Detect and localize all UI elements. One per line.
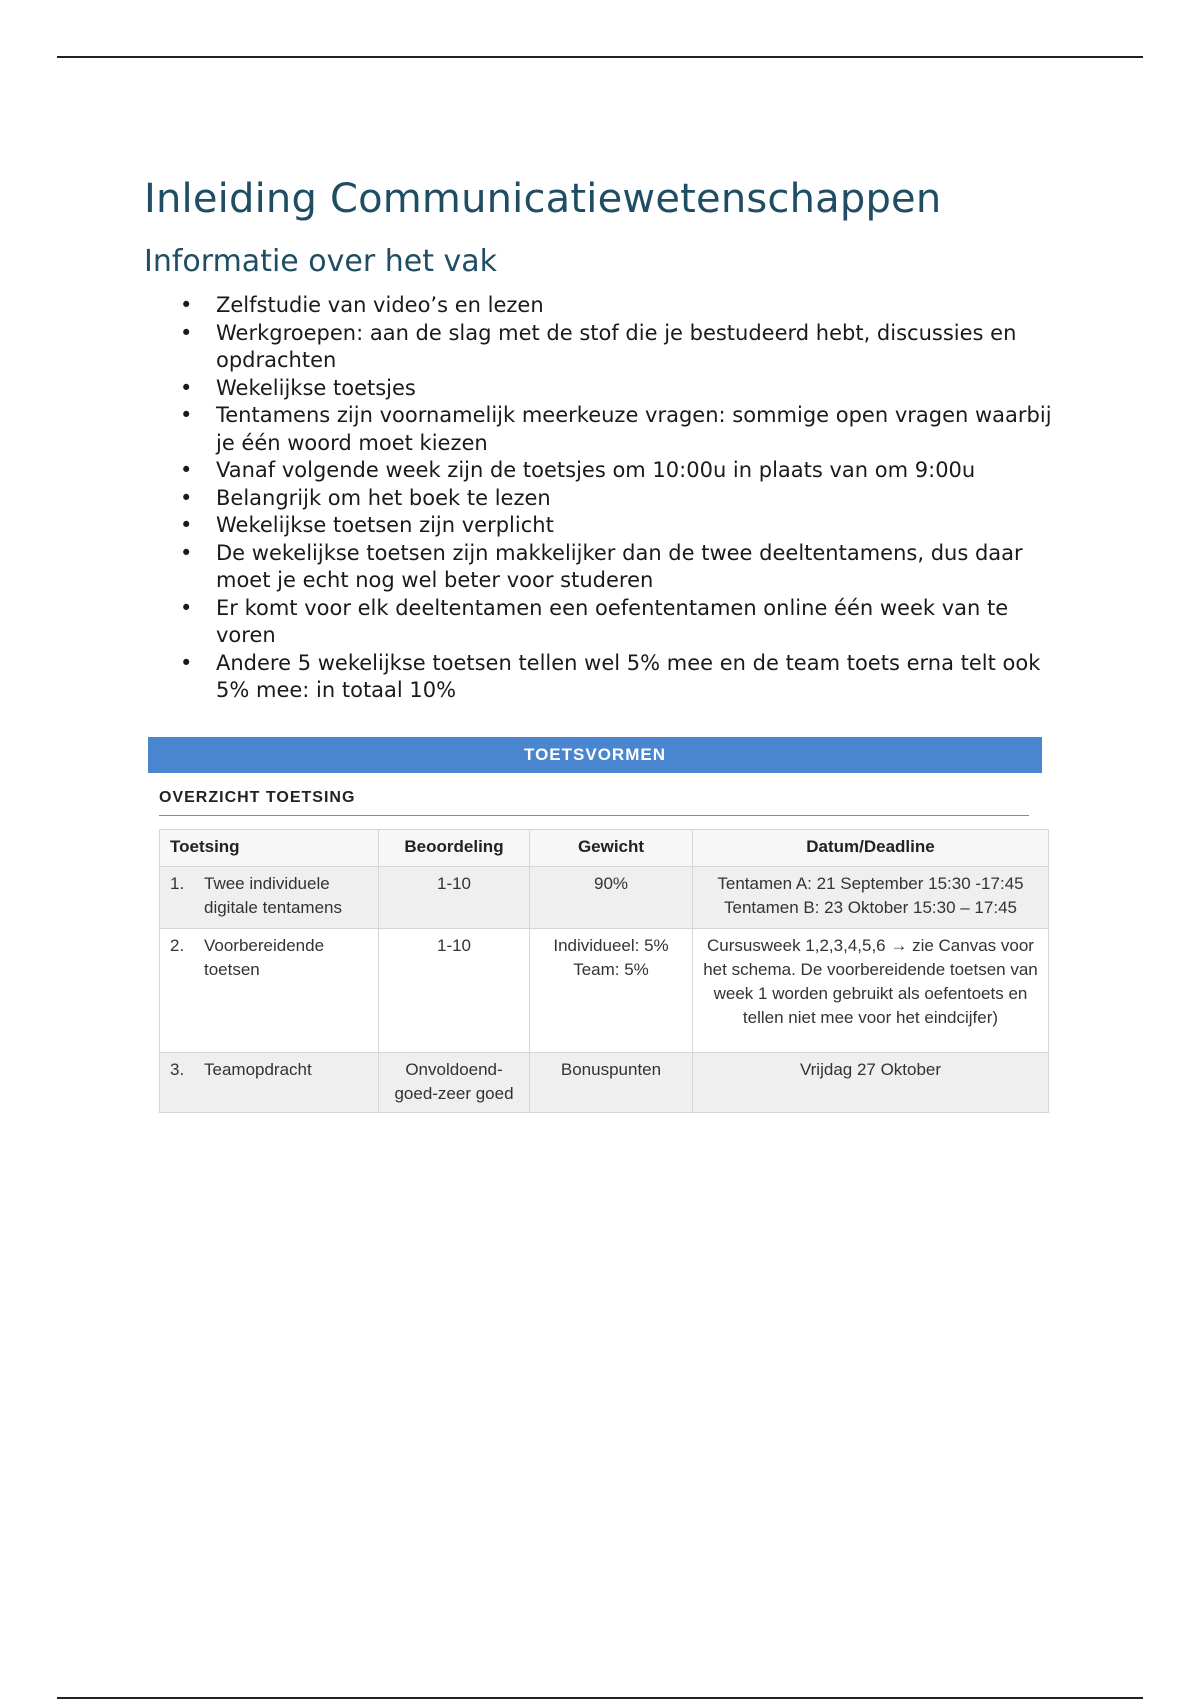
- column-header-gewicht: Gewicht: [530, 830, 693, 867]
- table-row: [160, 929, 1049, 1053]
- list-item: • Andere 5 wekelijkse toetsen tellen wel 5% mee en de team toets erna telt ook 5% mee: in totaal 10%: [180, 650, 1041, 702]
- bullet-icon: •: [180, 293, 193, 317]
- list-item: • Zelfstudie van video’s en lezen: [168, 292, 1068, 320]
- cell-gewicht: 90%: [530, 867, 693, 929]
- bullet-icon: •: [180, 650, 193, 675]
- cell-beoordeling: 1-10: [379, 929, 530, 1053]
- header-rule: [57, 56, 1143, 58]
- cell-beoordeling: Onvoldoend-goed-zeer goed: [379, 1053, 530, 1113]
- cell-datum: Tentamen A: 21 September 15:30 -17:45 Tentamen B: 23 Oktober 15:30 – 17:45: [693, 867, 1049, 929]
- bullet-icon: •: [180, 320, 193, 345]
- cell-datum: Vrijdag 27 Oktober: [693, 1053, 1049, 1113]
- info-bullet-list: [168, 292, 1068, 705]
- cell-datum: Cursusweek 1,2,3,4,5,6 → zie Canvas voor het schema. De voorbereidende toetsen van week 1 worden gebruikt als oefentoets en tellen niet mee voor het eindcijfer): [693, 929, 1049, 1053]
- list-item: • Vanaf volgende week zijn de toetsjes om 10:00u in plaats van om 9:00u: [168, 457, 1068, 485]
- bullet-icon: •: [180, 458, 193, 482]
- bullet-icon: •: [180, 540, 193, 565]
- cell-gewicht: Individueel: 5% Team: 5%: [530, 929, 693, 1053]
- bullet-icon: •: [180, 403, 193, 427]
- cell-toetsing: 3. Teamopdracht: [160, 1053, 379, 1113]
- banner-toetsvormen: TOETSVORMEN: [148, 737, 1042, 773]
- list-item: • Wekelijkse toetsen zijn verplicht: [168, 512, 1068, 540]
- overview-heading: OVERZICHT TOETSING: [159, 789, 1029, 816]
- section-heading: Informatie over het vak: [144, 244, 497, 279]
- list-item: • De wekelijkse toetsen zijn makkelijker dan de twee deeltentamens, dus daar moet je echt nog wel beter voor studeren: [180, 540, 1023, 592]
- list-item: • Tentamens zijn voornamelijk meerkeuze vragen: sommige open vragen waarbij je één woord moet kiezen: [180, 403, 1052, 455]
- assessment-figure: [147, 737, 1050, 1113]
- column-header-beoordeling: Beoordeling: [379, 830, 530, 867]
- column-header-datum: Datum/Deadline: [693, 830, 1049, 867]
- page-title: Inleiding Communicatiewetenschappen: [144, 176, 942, 222]
- column-header-toetsing: Toetsing: [160, 830, 379, 867]
- list-item: • Belangrijk om het boek te lezen: [168, 485, 1068, 513]
- assessment-table: [159, 829, 1049, 1113]
- cell-beoordeling: 1-10: [379, 867, 530, 929]
- cell-toetsing: 1. Twee individuele digitale tentamens: [160, 867, 379, 929]
- cell-toetsing: 2. Voorbereidende toetsen: [160, 929, 379, 1053]
- table-row: [160, 867, 1049, 929]
- cell-gewicht: Bonuspunten: [530, 1053, 693, 1113]
- bullet-icon: •: [180, 485, 193, 510]
- bullet-icon: •: [180, 595, 193, 620]
- table-row: [160, 1053, 1049, 1113]
- bullet-icon: •: [180, 513, 193, 537]
- list-item: • Wekelijkse toetsjes: [168, 375, 1068, 403]
- list-item: • Er komt voor elk deeltentamen een oefententamen online één week van te voren: [180, 595, 1009, 647]
- list-item: • Werkgroepen: aan de slag met de stof die je bestudeerd hebt, discussies en opdrachten: [180, 320, 1017, 372]
- table-header-row: [160, 830, 1049, 867]
- bullet-icon: •: [180, 375, 193, 400]
- footer-rule: [57, 1697, 1143, 1699]
